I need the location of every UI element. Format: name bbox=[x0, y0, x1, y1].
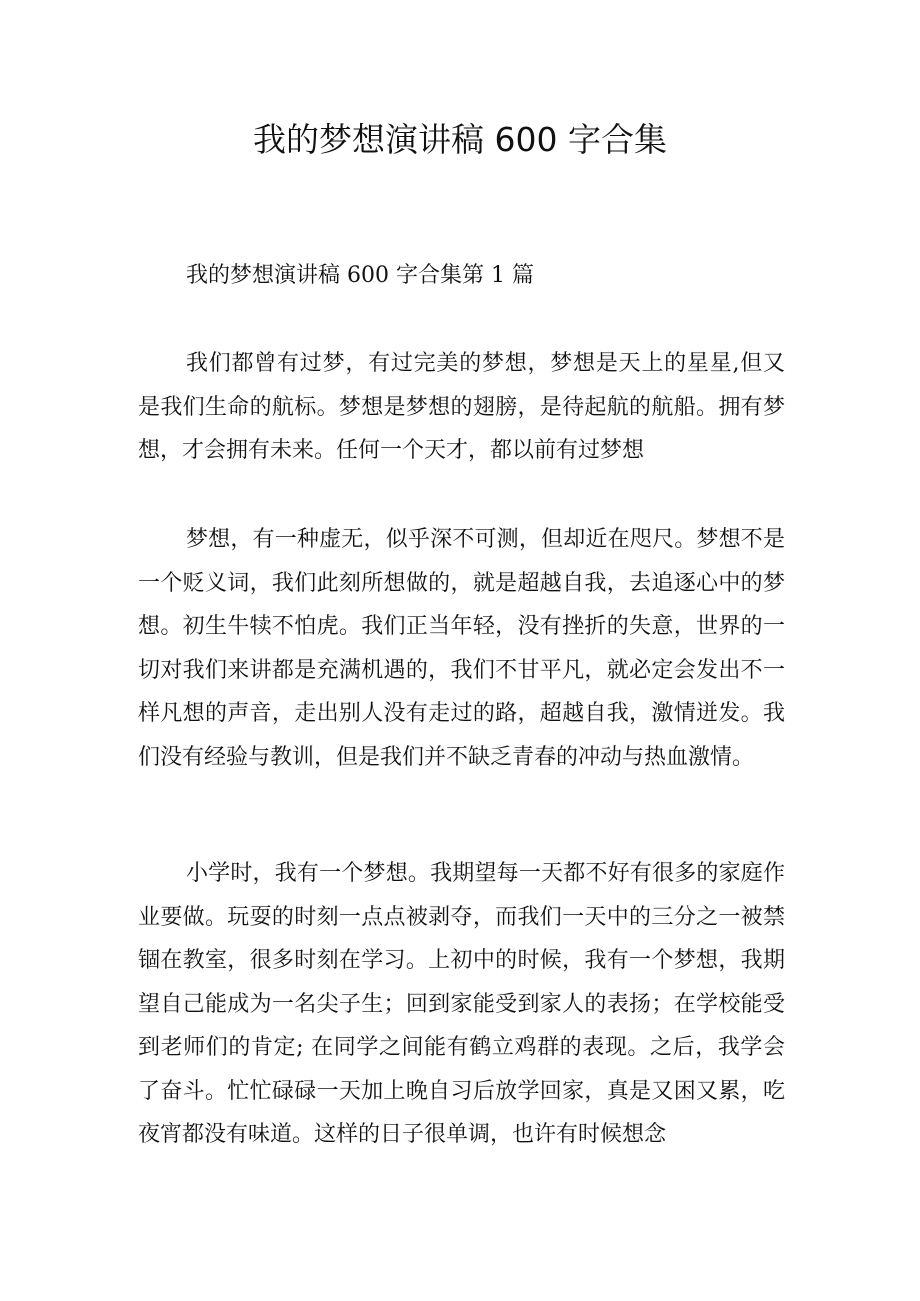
section-heading: 我的梦想演讲稿 600 字合集第 1 篇 bbox=[186, 263, 534, 288]
document-title: 我的梦想演讲稿 600 字合集 bbox=[253, 120, 667, 159]
paragraph-1: 我们都曾有过梦，有过完美的梦想，梦想是天上的星星,但又是我们生命的航标。梦想是梦想的翅膀，是待起航的航船。拥有梦想，才会拥有未来。任何一个天才，都以前有过梦想 bbox=[138, 351, 785, 463]
paragraph-3: 小学时，我有一个梦想。我期望每一天都不好有很多的家庭作业要做。玩耍的时刻一点点被剥夺，而我们一天中的三分之一被禁锢在教室，很多时刻在学习。上初中的时候，我有一个梦想，我期望自己能成为一名尖子生；回到家能受到家人的表扬；在学校能受到老师们的肯定; 在同学之间能有鹤立鸡群的表现。之后，我学会了奋斗。忙忙碌碌一天加上晚自习后放学回家，真是又困又累，吃夜宵都没有味道。这样的日子很单调，也许有时候想念 bbox=[138, 861, 785, 1147]
paragraph-2: 梦想，有一种虚无，似乎深不可测，但却近在咫尺。梦想不是一个贬义词，我们此刻所想做的，就是超越自我，去追逐心中的梦想。初生牛犊不怕虎。我们正当年轻，没有挫折的失意，世界的一切对我们来讲都是充满机遇的，我们不甘平凡，就必定会发出不一样凡想的声音，走出别人没有走过的路，超越自我，激情迸发。我们没有经验与教训，但是我们并不缺乏青春的冲动与热血激情。 bbox=[138, 527, 785, 770]
